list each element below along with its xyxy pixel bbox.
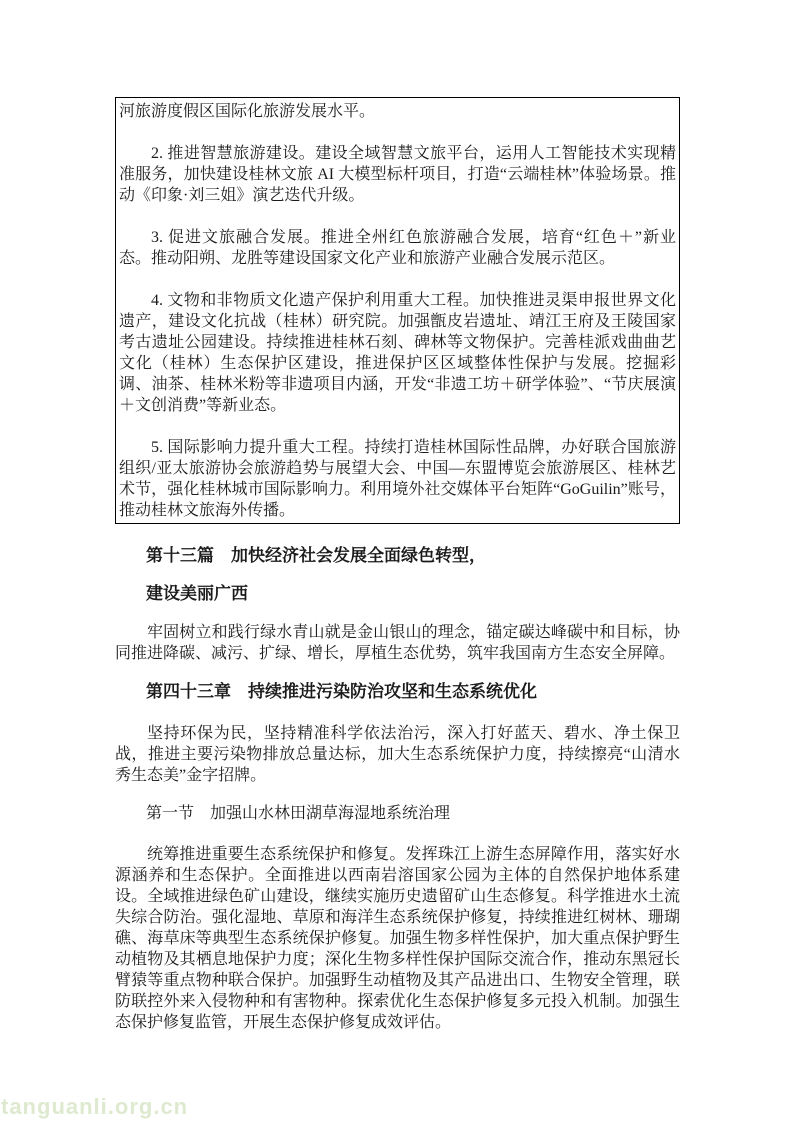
section-heading: 第一节 加强山水林田湖草海湿地系统治理 (146, 805, 451, 822)
document-content-column (115, 97, 680, 1033)
part-heading-line2: 建设美丽广西 (146, 584, 248, 603)
box-paragraph-item-2: 2. 推进智慧旅游建设。建设全域智慧文旅平台，运用人工智能技术实现精准服务，加快建设桂林文旅 AI 大模型标杆项目，打造“云端桂林”体验场景。推动《印象·刘三姐》演艺迭代升级。 (119, 145, 676, 204)
part-intro-paragraph: 牢固树立和践行绿水青山就是金山银山的理念，锚定碳达峰碳中和目标，协同推进降碳、减污、扩绿、增长，厚植生态优势，筑牢我国南方生态安全屏障。 (115, 624, 680, 662)
bordered-text-box (115, 97, 680, 524)
box-paragraph-item-5: 5. 国际影响力提升重大工程。持续打造桂林国际性品牌，办好联合国旅游组织/亚太旅游协会旅游趋势与展望大会、中国—东盟博览会旅游展区、桂林艺术节，强化桂林城市国际影响力。利用境外社交媒体平台矩阵“GoGuilin”账号，推动桂林文旅海外传播。 (119, 439, 676, 519)
section-body-paragraph: 统筹推进重要生态系统保护和修复。发挥珠江上游生态屏障作用，落实好水源涵养和生态保护。全面推进以西南岩溶国家公园为主体的自然保护地体系建设。全域推进绿色矿山建设，继续实施历史遗留矿山生态修复。科学推进水土流失综合防治。强化湿地、草原和海洋生态系统保护修复，持续推进红树林、珊瑚礁、海草床等典型生态系统保护修复。加强生物多样性保护，加大重点保护野生动植物及其栖息地保护力度；深化生物多样性保护国际交流合作，推动东黑冠长臂猿等重点物种联合保护。加强野生动植物及其产品进出口、生物安全管理，联防联控外来入侵物种和有害物种。探索优化生态保护修复多元投入机制。加强生态保护修复监管，开展生态保护修复成效评估。 (115, 846, 680, 1031)
site-watermark: tanguanli.org.cn (1, 1094, 189, 1119)
chapter-heading: 第四十三章 持续推进污染防治攻坚和生态系统优化 (146, 682, 537, 701)
chapter-intro-paragraph: 坚持环保为民，坚持精准科学依法治污，深入打好蓝天、碧水、净土保卫战，推进主要污染物排放总量达标，加大生态系统保护力度，持续擦亮“山清水秀生态美”金字招牌。 (115, 725, 680, 784)
box-paragraph-continuation: 河旅游度假区国际化旅游发展水平。 (119, 103, 376, 120)
box-paragraph-item-3: 3. 促进文旅融合发展。推进全州红色旅游融合发展，培育“红色＋”新业态。推动阳朔、龙胜等建设国家文化产业和旅游产业融合发展示范区。 (119, 229, 676, 267)
box-paragraph-item-4: 4. 文物和非物质文化遗产保护利用重大工程。加快推进灵渠申报世界文化遗产，建设文化抗战（桂林）研究院。加强甑皮岩遗址、靖江王府及王陵国家考古遗址公园建设。持续推进桂林石刻、碑林等文物保护。完善桂派戏曲曲艺文化（桂林）生态保护区建设，推进保护区区域整体性保护与发展。挖掘彩调、油茶、桂林米粉等非遗项目内涵，开发“非遗工坊＋研学体验”、“节庆展演＋文创消费”等新业态。 (119, 292, 676, 414)
part-heading-line1: 第十三篇 加快经济社会发展全面绿色转型， (146, 546, 486, 565)
